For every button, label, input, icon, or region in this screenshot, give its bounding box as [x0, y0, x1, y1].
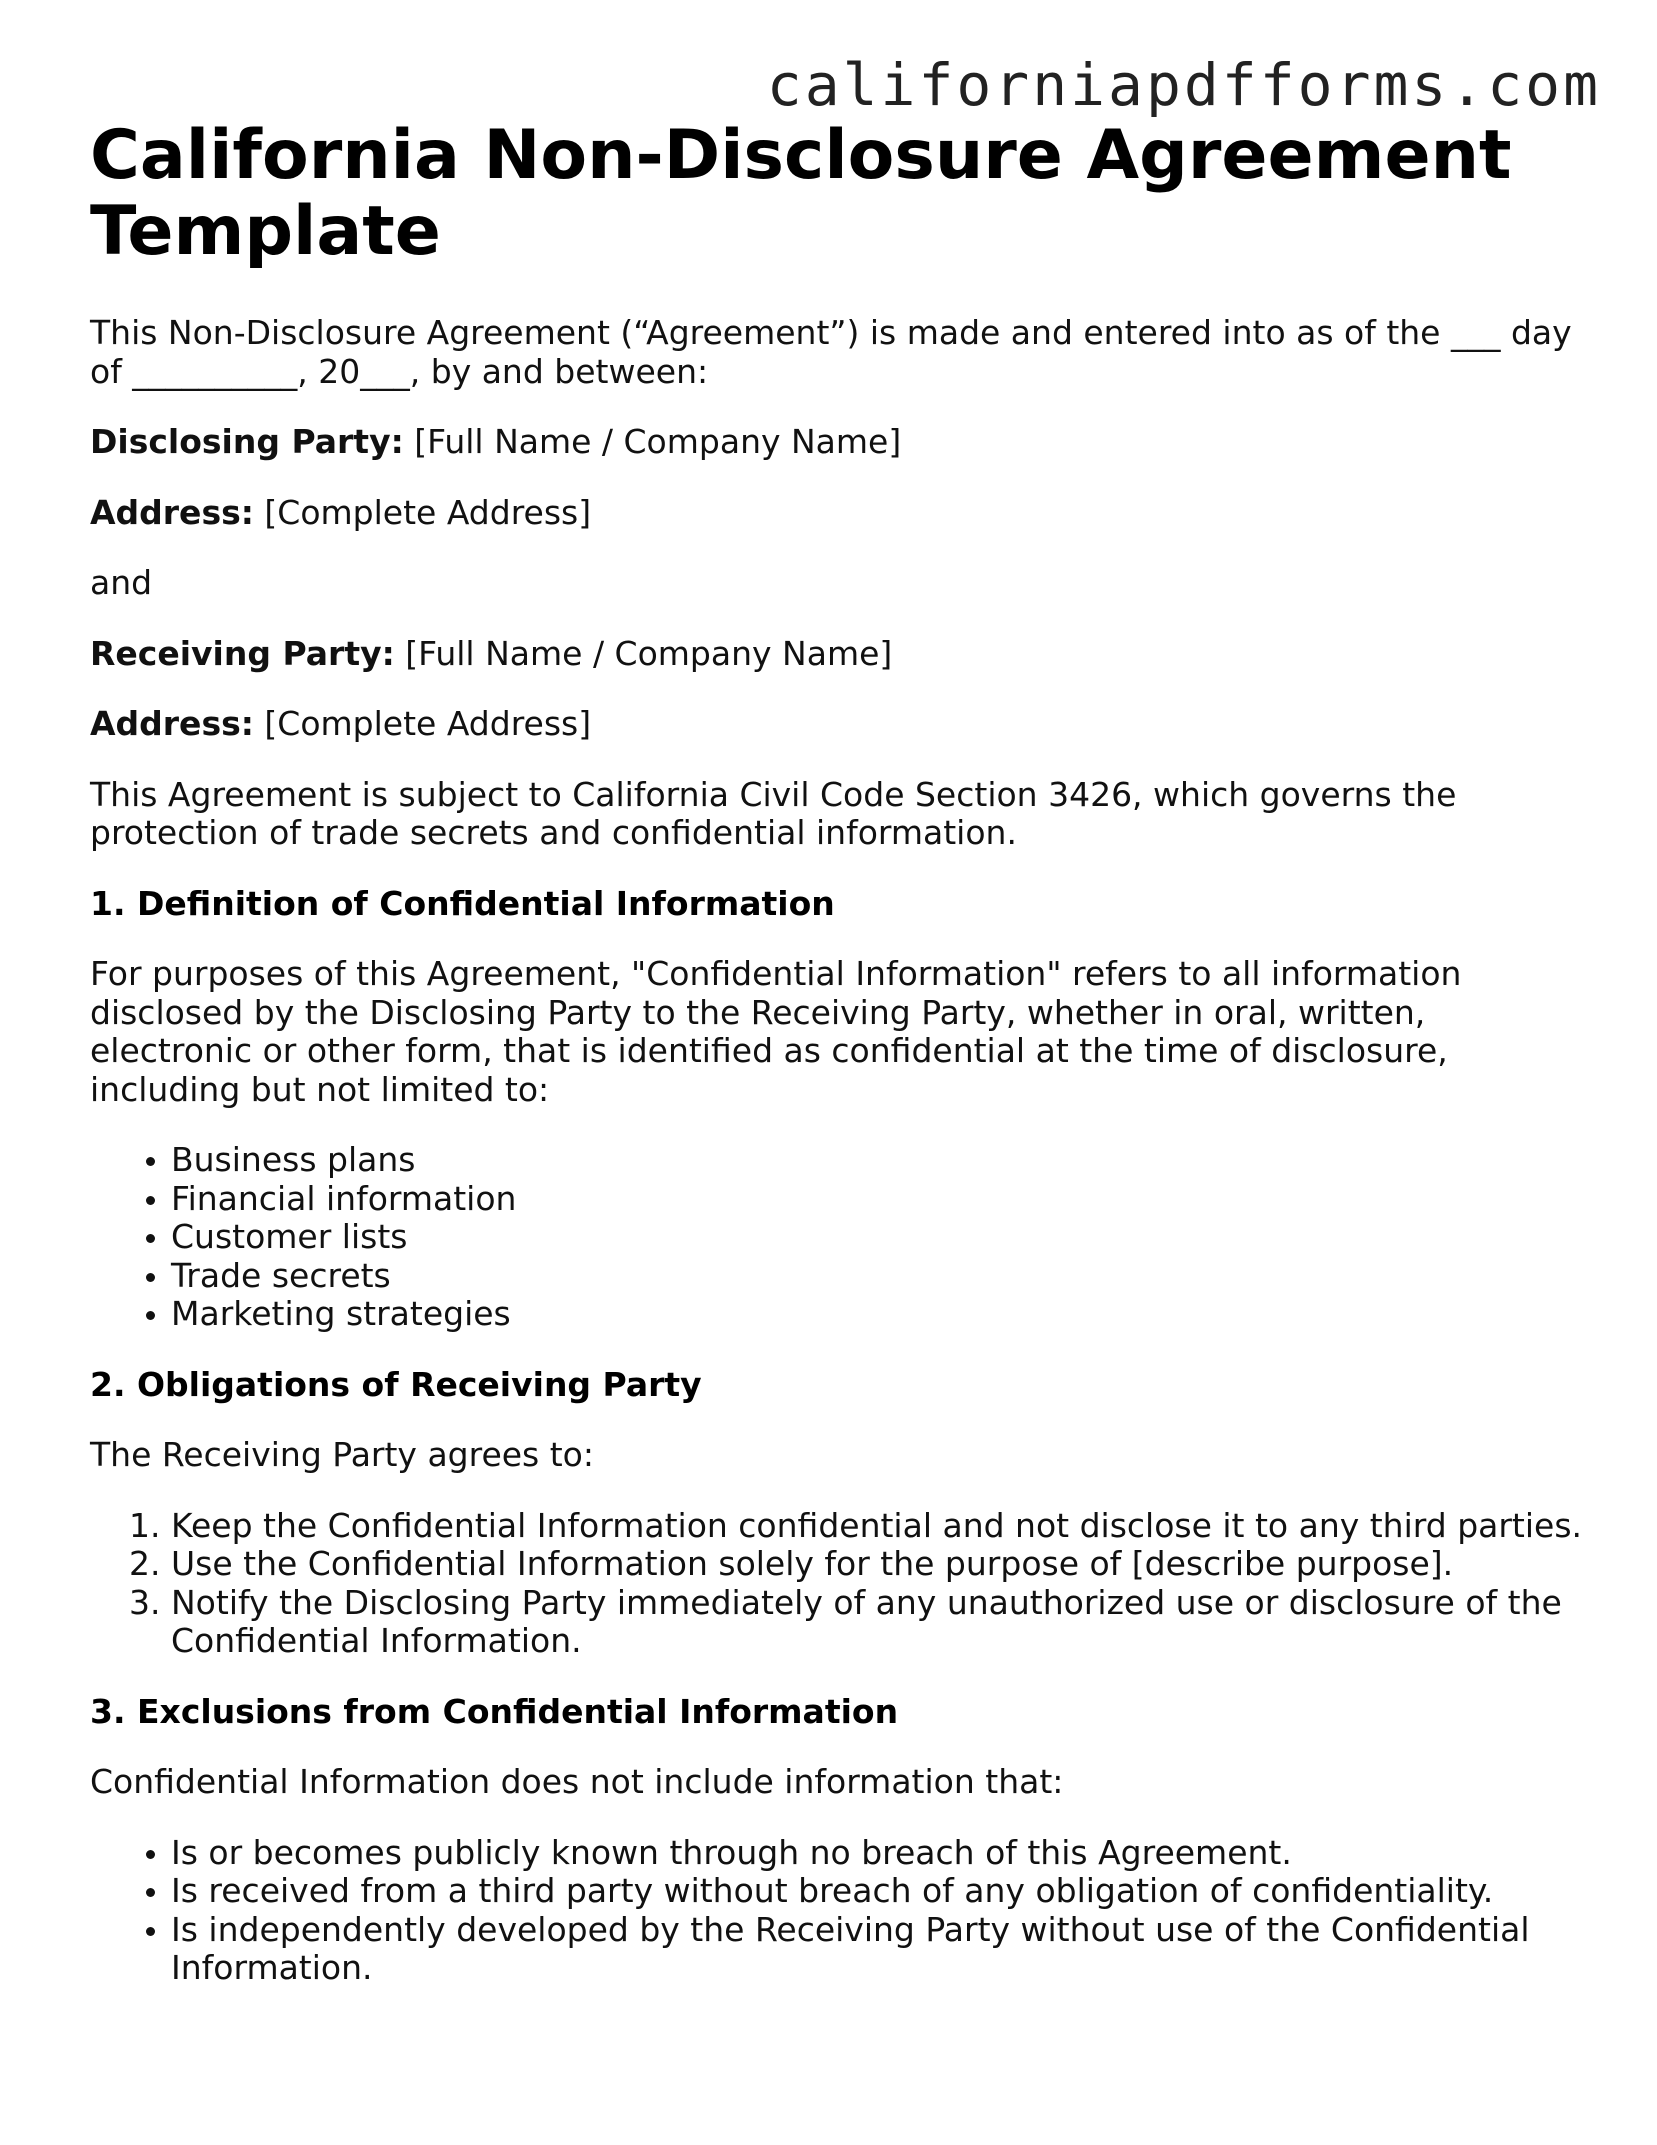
- receiving-party-line: [90, 635, 1590, 674]
- list-item: 3. Notify the Disclosing Party immediately of any unauthorized use or disclosure of the Confidential Information.: [171, 1584, 1590, 1661]
- section-body-definition: For purposes of this Agreement, "Confidential Information" refers to all information disclosed by the Disclosing Party to the Receiving Party, whether in oral, written, electronic or other form, that is identified as confidential at the time of disclosure, including but not limited to:: [90, 954, 1462, 1109]
- obligations-list: [90, 1507, 1590, 1661]
- subject-paragraph: This Agreement is subject to California Civil Code Section 3426, which governs the protection of trade secrets and confidential information.: [90, 774, 1457, 852]
- list-item: • Trade secrets: [171, 1257, 1590, 1296]
- and-text: and: [90, 563, 153, 602]
- list-item: • Is independently developed by the Receiving Party without use of the Confidential Information.: [171, 1911, 1590, 1988]
- section-heading-obligations: 2. Obligations of Receiving Party: [90, 1364, 702, 1404]
- disclosing-party-line: [90, 423, 1590, 462]
- list-item: 2. Use the Confidential Information solely for the purpose of [describe purpose].: [171, 1545, 1590, 1584]
- intro-paragraph: This Non-Disclosure Agreement (“Agreement”) is made and entered into as of the ___ day of __________, 20___, by and between:: [90, 313, 1572, 391]
- confidential-info-list: [90, 1141, 1590, 1334]
- receiving-address-label: Address:: [90, 704, 254, 743]
- section-heading-exclusions: 3. Exclusions from Confidential Information: [90, 1691, 899, 1731]
- receiving-address-value: [Complete Address]: [253, 704, 592, 743]
- receiving-party-label: Receiving Party:: [90, 633, 395, 673]
- section-body-exclusions: Confidential Information does not include information that:: [90, 1762, 1064, 1801]
- exclusions-list: [90, 1834, 1590, 1988]
- receiving-party-value: [Full Name / Company Name]: [394, 633, 893, 673]
- list-item: • Is received from a third party without breach of any obligation of confidentiality.: [171, 1872, 1590, 1911]
- list-item: • Is or becomes publicly known through no breach of this Agreement.: [171, 1834, 1590, 1873]
- list-item: • Business plans: [171, 1141, 1590, 1180]
- list-item: • Customer lists: [171, 1218, 1590, 1257]
- disclosing-party-label: Disclosing Party:: [90, 422, 404, 461]
- disclosing-address-label: Address:: [90, 492, 254, 532]
- receiving-party-address-line: [90, 705, 1590, 744]
- list-item: • Financial information: [171, 1180, 1590, 1219]
- site-watermark: californiapdfforms.com: [766, 51, 1601, 119]
- section-body-obligations: The Receiving Party agrees to:: [90, 1435, 594, 1474]
- disclosing-address-value: [Complete Address]: [253, 492, 592, 532]
- section-heading-definition: 1. Definition of Confidential Information: [90, 883, 835, 923]
- document-page: [90, 118, 1590, 2020]
- document-title: California Non-Disclosure Agreement Template: [90, 116, 1512, 271]
- list-item: • Marketing strategies: [171, 1295, 1590, 1334]
- disclosing-party-value: [Full Name / Company Name]: [403, 422, 902, 461]
- list-item: 1. Keep the Confidential Information confidential and not disclose it to any third parties.: [171, 1507, 1590, 1546]
- disclosing-party-address-line: [90, 494, 1590, 533]
